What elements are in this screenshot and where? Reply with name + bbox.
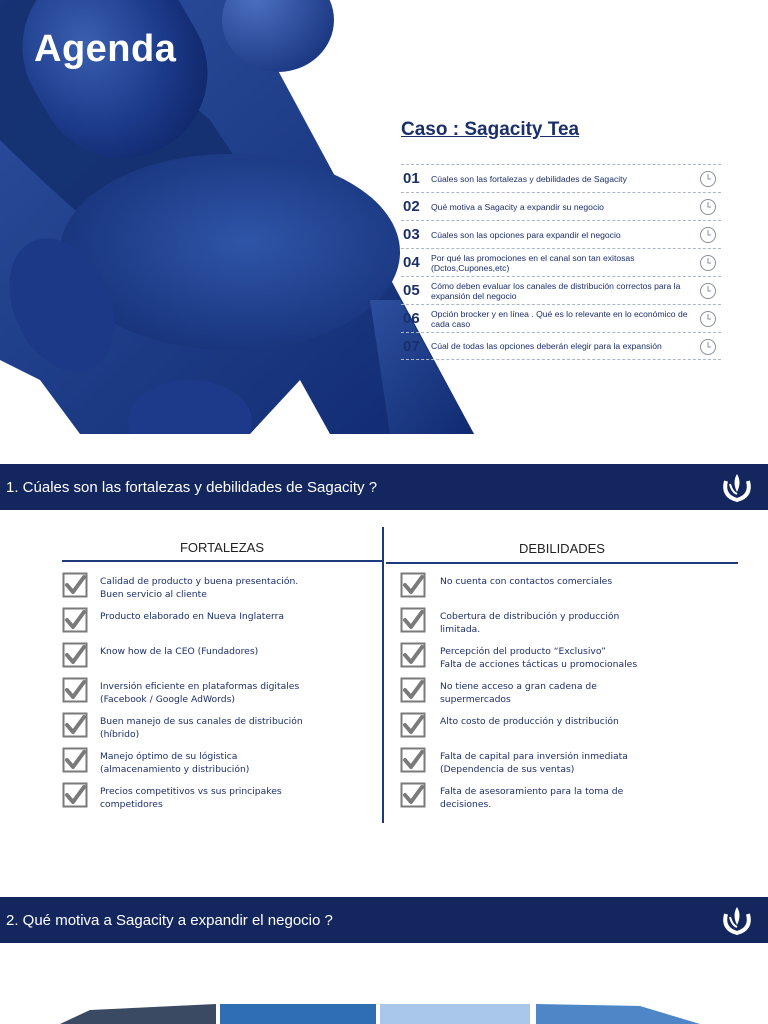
section-title: 1. Cúales son las fortalezas y debilidades de Sagacity ?: [6, 478, 378, 496]
list-item-text: Buen manejo de sus canales de distribución (híbrido): [100, 716, 303, 740]
agenda-item-text: Cómo deben evaluar los canales de distribución correctos para la expansión del negocio: [431, 280, 681, 301]
agenda-item-number: 04: [403, 254, 420, 271]
agenda-item-text: Cúales son las opciones para expandir el negocio: [431, 229, 621, 240]
agenda-slide: [0, 0, 768, 434]
agenda-item: [401, 164, 721, 192]
agenda-item-number: 02: [403, 198, 420, 215]
list-item-text: Producto elaborado en Nueva Inglaterra: [100, 611, 285, 622]
list-item-text: Falta de capital para inversión inmediata (Dependencia de sus ventas): [440, 751, 628, 775]
clock-icon: [699, 226, 717, 244]
agenda-item: [401, 192, 721, 220]
list-item-text: Precios competitivos vs sus principakes competidores: [100, 786, 282, 810]
agenda-list: [401, 164, 721, 360]
fortalezas-list: [62, 572, 380, 817]
checkbox-checked-icon: [400, 712, 426, 738]
agenda-item-text: Opción brocker y en línea . Qué es lo relevante en lo económico de cada caso: [431, 308, 688, 329]
list-item-text: Inversión eficiente en plataformas digitales (Facebook / Google AdWords): [100, 681, 300, 705]
list-item: [400, 712, 736, 747]
agenda-item-number: 07: [403, 337, 420, 355]
list-item: [62, 572, 380, 607]
section-bar-strengths: [0, 464, 768, 510]
checkbox-checked-icon: [400, 747, 426, 773]
list-item: [400, 607, 736, 642]
list-item: [400, 642, 736, 677]
university-logo-icon: [718, 901, 756, 939]
list-item: [62, 782, 380, 817]
clock-icon: [699, 282, 717, 300]
debilidades-list: [400, 572, 736, 817]
agenda-item-text: Qué motiva a Sagacity a expandir su negocio: [431, 201, 604, 212]
case-title: Caso : Sagacity Tea: [401, 119, 580, 140]
list-item-text: Know how de la CEO (Fundadores): [100, 646, 259, 657]
list-item: [62, 607, 380, 642]
checkbox-checked-icon: [62, 572, 88, 598]
clock-icon: [699, 310, 717, 328]
checkbox-checked-icon: [62, 677, 88, 703]
list-item-text: Alto costo de producción y distribución: [440, 716, 619, 727]
list-item: [62, 677, 380, 712]
agenda-item-number: 03: [403, 226, 420, 243]
agenda-item: [401, 220, 721, 248]
agenda-item-number: 06: [403, 310, 420, 327]
checkbox-checked-icon: [400, 607, 426, 633]
list-item: [400, 677, 736, 712]
agenda-item-number: 05: [403, 282, 420, 299]
list-item: [62, 712, 380, 747]
checkbox-checked-icon: [62, 782, 88, 808]
checkbox-checked-icon: [62, 607, 88, 633]
decorative-arrow-band: [0, 1000, 768, 1024]
university-logo-icon: [718, 468, 756, 506]
list-item: [400, 572, 736, 607]
clock-icon: [699, 254, 717, 272]
agenda-item-number: 01: [403, 170, 420, 187]
section-title: 2. Qué motiva a Sagacity a expandir el negocio ?: [6, 911, 333, 929]
agenda-title: Agenda: [34, 28, 177, 70]
list-item: [400, 747, 736, 782]
clock-icon: [699, 198, 717, 216]
debilidades-heading: DEBILIDADES: [519, 541, 605, 556]
agenda-item-text: Cúal de todas las opciones deberán elegir para la expansión: [431, 341, 662, 351]
checkbox-checked-icon: [400, 572, 426, 598]
list-item-text: Falta de asesoramiento para la toma de decisiones.: [440, 786, 624, 810]
fortalezas-heading: FORTALEZAS: [179, 540, 265, 555]
agenda-item: [401, 248, 721, 276]
column-divider: [382, 527, 384, 823]
checkbox-checked-icon: [400, 782, 426, 808]
checkbox-checked-icon: [400, 677, 426, 703]
list-item: [62, 747, 380, 782]
list-item-text: Manejo óptimo de su lógistica (almacenamiento y distribución): [100, 751, 250, 775]
fortalezas-underline: [62, 560, 382, 562]
debilidades-underline: [386, 562, 738, 564]
agenda-item-text: Cúales son las fortalezas y debilidades de Sagacity: [431, 173, 627, 184]
list-item-text: No tiene acceso a gran cadena de supermercados: [440, 681, 597, 705]
checkbox-checked-icon: [62, 747, 88, 773]
clock-icon: [699, 170, 717, 188]
agenda-item: [401, 304, 721, 332]
checkbox-checked-icon: [62, 712, 88, 738]
list-item-text: Cobertura de distribución y producción limitada.: [440, 611, 620, 635]
list-item-text: Calidad de producto y buena presentación. Buen servicio al cliente: [100, 576, 299, 600]
clock-icon: [699, 338, 717, 356]
list-item-text: Percepción del producto “Exclusivo” Falta de acciones tácticas u promocionales: [440, 646, 638, 670]
list-item-text: No cuenta con contactos comerciales: [440, 576, 613, 587]
checkbox-checked-icon: [62, 642, 88, 668]
list-item: [400, 782, 736, 817]
agenda-item: [401, 276, 721, 304]
section-bar-motivation: [0, 897, 768, 943]
agenda-item-text: Por qué las promociones en el canal son tan exitosas (Dctos,Cupones,etc): [431, 252, 635, 273]
agenda-item: [401, 332, 721, 360]
list-item: [62, 642, 380, 677]
checkbox-checked-icon: [400, 642, 426, 668]
